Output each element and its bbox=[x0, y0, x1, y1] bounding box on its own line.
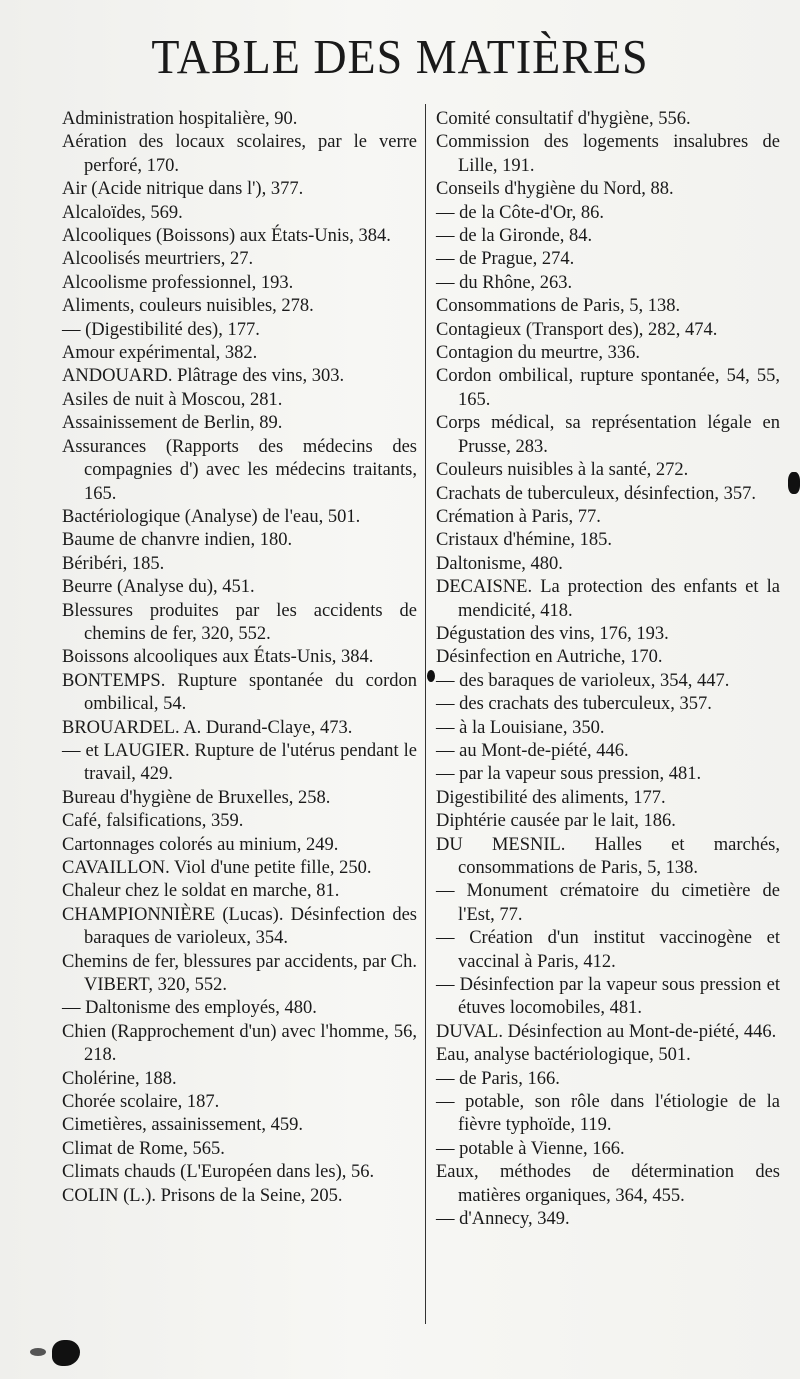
index-entry: Crémation à Paris, 77. bbox=[436, 506, 601, 527]
index-entry: DUVAL. Désinfection au Mont-de-piété, 446. bbox=[436, 1021, 777, 1042]
index-entry: ANDOUARD. Plâtrage des vins, 303. bbox=[62, 366, 345, 387]
index-entry: — potable à Vienne, 166. bbox=[436, 1138, 625, 1159]
index-entry: — Monument crématoire du cimetière de l'Est, 77. bbox=[436, 881, 780, 925]
index-entry: Conseils d'hygiène du Nord, 88. bbox=[436, 179, 674, 200]
ink-blot-middle bbox=[427, 670, 435, 682]
index-entry: Cordon ombilical, rupture spontanée, 54, 55, 165. bbox=[436, 366, 780, 410]
index-entry: Désinfection en Autriche, 170. bbox=[436, 647, 663, 668]
index-entry: COLIN (L.). Prisons de la Seine, 205. bbox=[62, 1185, 343, 1206]
index-entry: — de Prague, 274. bbox=[436, 249, 575, 270]
index-entry: Couleurs nuisibles à la santé, 272. bbox=[436, 460, 689, 481]
index-entry: Café, falsifications, 359. bbox=[62, 811, 244, 832]
index-entry: — des crachats des tuberculeux, 357. bbox=[436, 694, 712, 715]
index-entry: Comité consultatif d'hygiène, 556. bbox=[436, 109, 691, 129]
index-entry: — du Rhône, 263. bbox=[436, 272, 573, 293]
index-entry: Aliments, couleurs nuisibles, 278. bbox=[62, 296, 314, 317]
index-entry: — au Mont-de-piété, 446. bbox=[436, 740, 629, 761]
index-entry: — Daltonisme des employés, 480. bbox=[62, 998, 317, 1019]
index-entry: Chaleur chez le soldat en marche, 81. bbox=[62, 881, 340, 902]
index-entry: Alcaloïdes, 569. bbox=[62, 202, 183, 223]
index-entry: — à la Louisiane, 350. bbox=[436, 717, 605, 738]
index-entry: — de la Gironde, 84. bbox=[436, 226, 593, 247]
index-entry: Cholérine, 188. bbox=[62, 1068, 177, 1089]
index-entry: Cartonnages colorés au minium, 249. bbox=[62, 834, 339, 855]
index-entry: CAVAILLON. Viol d'une petite fille, 250. bbox=[62, 858, 372, 878]
index-entry: — des baraques de varioleux, 354, 447. bbox=[436, 670, 730, 691]
index-entry: Eau, analyse bactériologique, 501. bbox=[436, 1045, 691, 1066]
index-column-right bbox=[436, 108, 780, 1232]
index-entry: Administration hospitalière, 90. bbox=[62, 109, 298, 129]
index-entry: — Création d'un institut vaccinogène et vaccinal à Paris, 412. bbox=[436, 928, 780, 972]
index-entry: Baume de chanvre indien, 180. bbox=[62, 530, 293, 551]
index-entry: — Désinfection par la vapeur sous pression et étuves locomobiles, 481. bbox=[436, 975, 780, 1019]
index-entry: Consommations de Paris, 5, 138. bbox=[436, 296, 681, 317]
index-entry: BROUARDEL. A. Durand-Claye, 473. bbox=[62, 717, 353, 738]
index-entry: Cristaux d'hémine, 185. bbox=[436, 530, 612, 551]
index-entry: Assainissement de Berlin, 89. bbox=[62, 413, 283, 434]
index-entry: Air (Acide nitrique dans l'), 377. bbox=[62, 179, 304, 200]
index-entry: Blessures produites par les accidents de chemins de fer, 320, 552. bbox=[62, 600, 417, 644]
index-entry: Alcooliques (Boissons) aux États-Unis, 384. bbox=[62, 226, 391, 247]
index-entry: Climat de Rome, 565. bbox=[62, 1138, 225, 1159]
index-column-left bbox=[62, 108, 417, 1208]
index-entry: Amour expérimental, 382. bbox=[62, 343, 258, 364]
index-entry: Asiles de nuit à Moscou, 281. bbox=[62, 389, 283, 410]
index-entry: Crachats de tuberculeux, désinfection, 357. bbox=[436, 483, 757, 504]
index-entry: — et LAUGIER. Rupture de l'utérus pendant le travail, 429. bbox=[62, 740, 417, 785]
index-entry: Climats chauds (L'Européen dans les), 56. bbox=[62, 1162, 375, 1183]
index-entry: Chemins de fer, blessures par accidents, par Ch. VIBERT, 320, 552. bbox=[62, 951, 417, 996]
index-entry: — potable, son rôle dans l'étiologie de la fièvre typhoïde, 119. bbox=[436, 1092, 780, 1136]
ink-smudge bbox=[30, 1348, 46, 1356]
index-entry: — (Digestibilité des), 177. bbox=[62, 319, 260, 340]
index-entry: Boissons alcooliques aux États-Unis, 384. bbox=[62, 647, 374, 668]
index-entry: Contagieux (Transport des), 282, 474. bbox=[436, 319, 718, 340]
index-entry: Eaux, méthodes de détermination des matières organiques, 364, 455. bbox=[436, 1162, 780, 1206]
index-entry: Bureau d'hygiène de Bruxelles, 258. bbox=[62, 787, 331, 808]
index-entry: Daltonisme, 480. bbox=[436, 553, 563, 574]
index-entry: Bactériologique (Analyse) de l'eau, 501. bbox=[62, 506, 361, 527]
index-entry: DECAISNE. La protection des enfants et la mendicité, 418. bbox=[436, 577, 780, 621]
index-entry: Dégustation des vins, 176, 193. bbox=[436, 623, 669, 644]
index-entry: Digestibilité des aliments, 177. bbox=[436, 787, 666, 808]
index-entry: Commission des logements insalubres de Lille, 191. bbox=[436, 132, 780, 176]
index-entry: DU MESNIL. Halles et marchés, consommations de Paris, 5, 138. bbox=[436, 834, 780, 878]
index-entry: Assurances (Rapports des médecins des compagnies d') avec les médecins traitants, 165. bbox=[62, 436, 417, 504]
index-entry: Beurre (Analyse du), 451. bbox=[62, 577, 255, 598]
ink-blot bbox=[52, 1340, 80, 1366]
index-entry: Contagion du meurtre, 336. bbox=[436, 343, 640, 364]
column-divider bbox=[425, 104, 426, 1324]
index-entry: — par la vapeur sous pression, 481. bbox=[436, 764, 702, 785]
index-entry: Corps médical, sa représentation légale en Prusse, 283. bbox=[436, 413, 780, 457]
ink-blot-right bbox=[788, 472, 800, 494]
index-entry: BONTEMPS. Rupture spontanée du cordon ombilical, 54. bbox=[62, 670, 417, 715]
index-entry: Diphtérie causée par le lait, 186. bbox=[436, 811, 676, 832]
index-entry: Béribéri, 185. bbox=[62, 553, 165, 574]
index-entry: — de la Côte-d'Or, 86. bbox=[436, 202, 605, 223]
index-entry: Cimetières, assainissement, 459. bbox=[62, 1115, 303, 1136]
index-entry: — de Paris, 166. bbox=[436, 1068, 560, 1089]
index-entry: — d'Annecy, 349. bbox=[436, 1209, 570, 1230]
index-entry: Alcoolisme professionnel, 193. bbox=[62, 272, 294, 293]
page-title: TABLE DES MATIÈRES bbox=[151, 29, 649, 84]
index-entry: Chien (Rapprochement d'un) avec l'homme, 56, 218. bbox=[62, 1021, 417, 1066]
index-entry: CHAMPIONNIÈRE (Lucas). Désinfection des baraques de varioleux, 354. bbox=[62, 904, 417, 949]
index-entry: Aération des locaux scolaires, par le verre perforé, 170. bbox=[62, 132, 417, 176]
index-entry: Chorée scolaire, 187. bbox=[62, 1092, 220, 1113]
index-entry: Alcoolisés meurtriers, 27. bbox=[62, 249, 254, 270]
